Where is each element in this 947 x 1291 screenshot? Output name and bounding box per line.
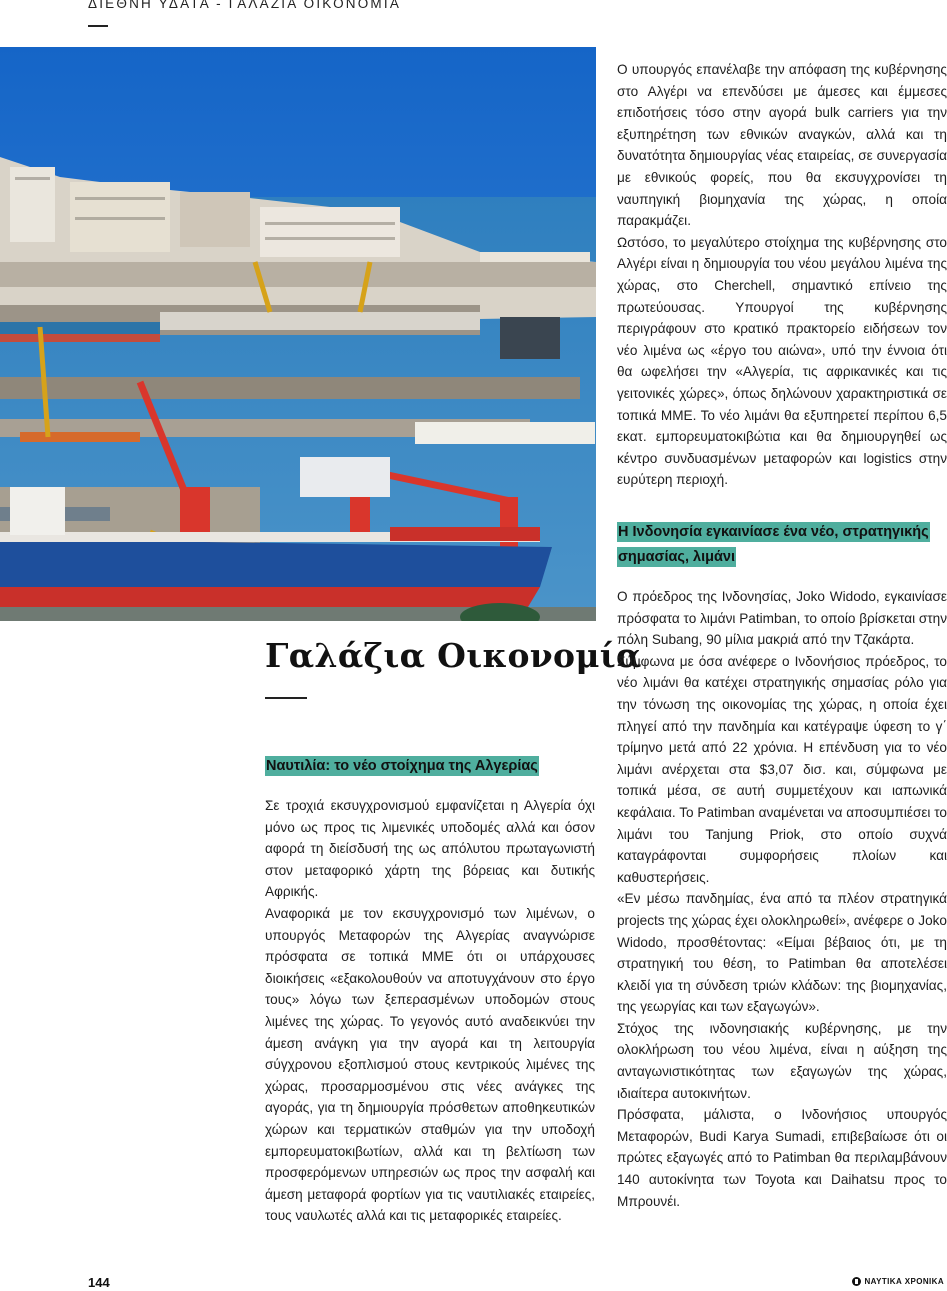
paragraph: Πρόσφατα, μάλιστα, ο Ινδονήσιος υπουργός Μεταφορών, Budi Karya Sumadi, επιβεβαίωσε ότι οι πρώτες εξαγωγές από το Patimban θα περιλαμβάνουν 140 αυτοκίνητα των Toyota και Daihatsu προς το Μπρουνέι.: [617, 1107, 947, 1209]
paragraph: Ο υπουργός επανέλαβε την απόφαση της κυβέρνησης στο Αλγέρι να επενδύσει με άμεσες και έμμεσες επιδοτήσεις τόσο στην αγορά bulk carriers για την εξυπηρέτηση των εθνικών αναγκών, αλλά και τη δυνατότητα δημιουργίας νέας εταιρείας, σε συνεργασία με εθνικούς φορείς, που θα εκσυγχρονίσει τη ναυπηγική βιομηχανία της χώρας, η οποία παρακμάζει.: [617, 62, 947, 229]
left-column: [265, 795, 595, 1227]
subhead-algeria-text: Ναυτιλία: το νέο στοίχημα της Αλγερίας: [266, 758, 538, 774]
paragraph: Αναφορικά με τον εκσυγχρονισμό των λιμένων, ο υπουργός Μεταφορών της Αλγερίας αναγνώρισε πρόσφατα σε τοπικά ΜΜΕ ότι οι υπάρχουσες διοικήσεις «εξακολουθούν να αποτυγχάνουν στο έργο τους» λόγω των ξεπερασμένων υποδομών στους λιμένες της χώρας. Το γεγονός αυτό αναδεικνύει την άμεση ανάγκη για την αγορά και τη λειτουργία σύγχρονου εξοπλισμού στους κεντρικούς λιμένες της χώρας, προσαρμοσμένου στις νέες ανάγκες της αγοράς, για τη δημιουργία πρόσθετων αποθηκευτικών χώρων και τερματικών σταθμών για την υποδοχή εμπορευματοκιβωτίων, αλλά και τη βελτίωση των προσφερόμενων υπηρεσιών ως προς την ασφαλή και άμεση μεταφορά φορτίων για τις ναυτιλιακές εταιρείες, τους ναυλωτές αλλά και τις μεταφορικές εταιρείες.: [265, 905, 595, 1224]
subhead-indonesia-text: Η Ινδονησία εγκαινίασε ένα νέο, στρατηγικής σημασίας, λιμάνι: [618, 524, 929, 565]
header-divider: [88, 25, 108, 27]
right-column-bottom: [617, 586, 947, 1212]
paragraph: Ωστόσο, το μεγαλύτερο στοίχημα της κυβέρνησης στο Αλγέρι είναι η δημιουργία του νέου μεγάλου λιμένα της χώρας, στο Cherchell, σημαντικό επίνειο της πρωτεύουσας. Υπουργοί της κυβέρνησης περιγράφουν στο κρατικό πρακτορείο ειδήσεων τον νέο λιμένα ως «έργο του αιώνα», υπό την έννοια ότι θα ωφελήσει την «Αλγερία, τις αφρικανικές και τις γειτονικές χώρες», όπως δηλώνουν χαρακτηριστικά σε τοπικά ΜΜΕ. Το νέο λιμάνι θα εξυπηρετεί περίπου 6,5 εκατ. εμπορευματοκιβώτια και θα δημιουργηθεί ως κέντρο συνδυασμένων μεταφορών και logistics στην ευρύτερη περιοχή.: [617, 234, 947, 488]
right-column-top: [617, 59, 947, 491]
paragraph: Σύμφωνα με όσα ανέφερε ο Ινδονήσιος πρόεδρος, το νέο λιμάνι θα κατέχει στρατηγικής σημασίας ρόλο για την τόνωση της οικονομίας της χώρας, η οποία έχει πληγεί από την πανδημία και κατέγραψε ύφεση το γ΄ τρίμηνο μετά από 22 χρόνια. Η επένδυση για το νέο λιμάνι ανέρχεται στα $3,07 δισ. και, σύμφωνα με τοπικά μέσα, σε αυτή συμμετέχουν και ιαπωνικά κεφάλαια. Το Patimban αναμένεται να αποσυμπιέσει το λιμάνι του Tanjung Priok, στο οποίο συχνά καταγράφονται συμφορήσεις πλοίων και καθυστερήσεις.: [617, 653, 947, 885]
title-divider: [265, 697, 307, 699]
paragraph: Στόχος της ινδονησιακής κυβέρνησης, με την ολοκλήρωση του νέου λιμένα, είναι η αύξηση της ανταγωνιστικότητας των εξαγωγών της χώρας, ιδιαίτερα αυτοκινήτων.: [617, 1020, 947, 1101]
section-label: ΔΙΕΘΝΗ ΥΔΑΤΑ - ΓΑΛΑΖΙΑ ΟΙΚΟΝΟΜΙΑ: [88, 0, 402, 11]
publisher-logo-icon: [852, 1277, 861, 1286]
page-number: 144: [88, 1275, 110, 1290]
paragraph: Σε τροχιά εκσυγχρονισμού εμφανίζεται η Αλγερία όχι μόνο ως προς τις λιμενικές υποδομές αλλά και όσον αφορά τη διείσδυσή της ως απόλυτου πρωταγωνιστή στον μεταφορικό χάρτη της βόρειας και δυτικής Αφρικής.: [265, 798, 595, 900]
page-title: Γαλάζια Οικονομία: [265, 636, 642, 675]
paragraph: Ο πρόεδρος της Ινδονησίας, Joko Widodo, εγκαινίασε πρόσφατα το λιμάνι Patimban, το οποίο βρίσκεται στην πόλη Subang, 90 μίλια μακριά από την Τζακάρτα.: [617, 589, 947, 648]
subhead-algeria: [265, 754, 595, 779]
paragraph: «Εν μέσω πανδημίας, ένα από τα πλέον στρατηγικά projects της χώρας έχει ολοκληρωθεί», ανέφερε ο Joko Widodo, προσθέτοντας: «Είμαι βέβαιος ότι, με τη στρατηγική του θέση, το Patimban θα αποτελέσει κλειδί για τη σύνδεση τριών κλάδων: της βιομηχανίας, της γεωργίας και των εξαγωγών».: [617, 891, 947, 1015]
port-harbor-photo: [0, 47, 596, 621]
publisher-name: ΝΑΥΤΙΚΑ ΧΡΟΝΙΚΑ: [864, 1277, 944, 1286]
publisher-mark: [852, 1277, 945, 1286]
subhead-indonesia: [617, 520, 947, 570]
